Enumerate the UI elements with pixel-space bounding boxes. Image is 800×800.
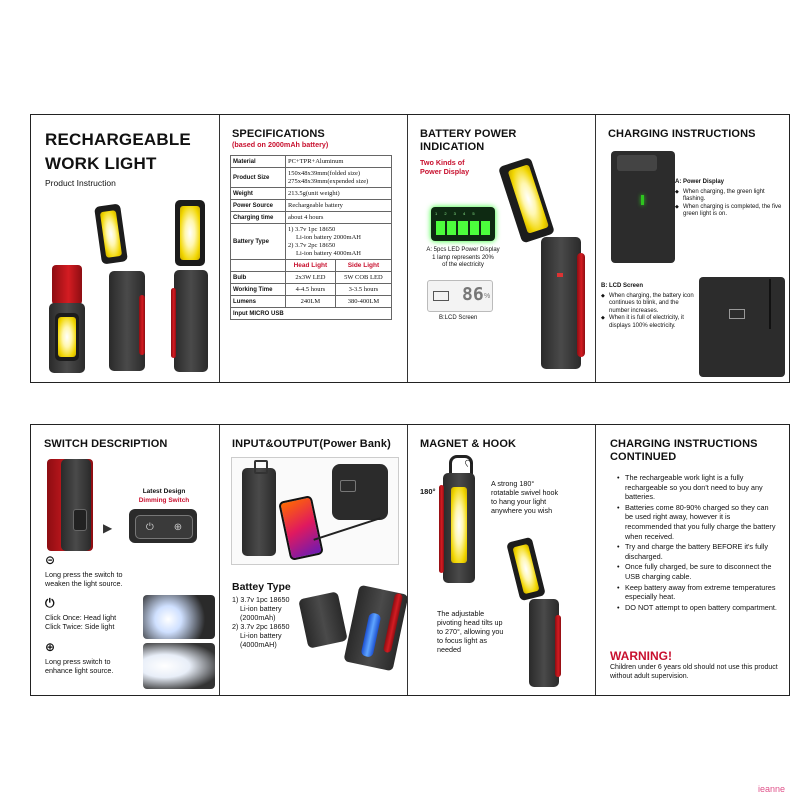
list-item: • The rechargeable work light is a fully rechargeable so you don't need to buy any batteries. — [625, 473, 777, 502]
head-light-photo — [143, 595, 215, 639]
warning-title: WARNING! — [610, 649, 672, 663]
list-item: • Try and charge the battery BEFORE it's fully discharged. — [625, 542, 777, 561]
charging-continued-title-line2: CONTINUED — [610, 451, 677, 463]
hook-description-line: A strong 180° — [491, 479, 535, 488]
list-item: ◆ When charging, the green light flashing. — [683, 189, 787, 204]
power-bank-image — [231, 457, 399, 565]
battery-type-line: Li-ion battery — [240, 604, 282, 613]
plus-instruction-line1: Long press switch to — [45, 657, 111, 666]
list-item: • Keep battery away from extreme temperatures especially heat. — [625, 583, 777, 602]
list-item: ◆ When charging, the battery icon continues to blink, and the number increases. — [609, 293, 697, 316]
panel-charging-instructions — [595, 115, 789, 382]
work-light-tilted-image — [95, 205, 145, 375]
bottom-sheet — [30, 424, 790, 696]
table-row: Input MICRO USB — [231, 308, 392, 320]
minus-circle-icon: ⊝ — [45, 553, 56, 567]
hook-description-line: to hang your light — [491, 497, 547, 506]
table-row: Product Size 150x48x39mm(folded size) 275x48x39mm(expended size) — [231, 168, 392, 188]
input-output-title: INPUT&OUTPUT(Power Bank) — [232, 438, 391, 450]
list-item: • DO NOT attempt to open battery compartment. — [625, 603, 777, 613]
list-item: ◆ When it is full of electricity, it displays 100% electricity. — [609, 315, 697, 330]
tilt-description-line: pivoting head tilts up — [437, 618, 503, 627]
minus-instruction-line2: weaken the light source. — [45, 579, 123, 588]
tilt-description-line: The adjustable — [437, 609, 485, 618]
product-title-line2: WORK LIGHT — [45, 154, 157, 173]
list-item: • Once fully charged, be sure to disconnect the USB charging cable. — [625, 562, 777, 581]
table-row: Working Time 4-4.5 hours 3-3.5 hours — [231, 284, 392, 296]
work-light-hook-image — [439, 455, 479, 585]
work-light-switch-image — [47, 459, 93, 551]
work-light-pivot-image — [507, 539, 577, 689]
battery-type-line: 1) 3.7v 1pc 18650 — [232, 595, 290, 604]
table-row: Head Light Side Light — [231, 260, 392, 272]
lcd-percentage: 86 — [462, 284, 484, 305]
watermark: ieanne — [758, 784, 786, 794]
product-title-line1: RECHARGEABLE — [45, 130, 191, 149]
work-light-battery-image — [517, 153, 587, 378]
magnet-icon: ∩ — [459, 453, 475, 471]
rotation-degree-label: 180° — [420, 487, 436, 496]
battery-compartment-image — [303, 589, 403, 669]
table-row: Weight 213.5g(unit weight) — [231, 188, 392, 200]
power-display-subtitle-line1: Two Kinds of — [420, 158, 465, 167]
table-row: Bulb 2x3W LED 5W COB LED — [231, 272, 392, 284]
specifications-title: SPECIFICATIONS — [232, 128, 325, 140]
list-item: • Batteries come 80-90% charged so they can be used right away, however it is recommended that you fully charge the battery when received. — [625, 503, 777, 541]
battery-type-line: 2) 3.7v 2pc 18650 — [232, 622, 290, 631]
led-caption-line2: 1 lamp represents 20% — [432, 254, 494, 261]
led-power-display-image: 1 2 3 4 5 — [431, 207, 495, 241]
specifications-table — [230, 155, 392, 320]
arrow-right-icon: ▶ — [103, 521, 113, 535]
tilt-description-line: to focus light as — [437, 636, 487, 645]
table-row: Charging time about 4 hours — [231, 212, 392, 224]
lcd-caption: B:LCD Screen — [439, 315, 478, 321]
magnet-hook-title: MAGNET & HOOK — [420, 438, 517, 450]
minus-instruction-line1: Long press the switch to — [45, 570, 123, 579]
specifications-subtitle: (based on 2000mAh battery) — [232, 140, 329, 149]
power-display-photo — [611, 151, 675, 263]
power-display-title: A: Power Display — [675, 179, 725, 185]
panel-charging-continued — [595, 425, 789, 695]
table-row: Lumens 240LM 380-400LM — [231, 296, 392, 308]
panel-input-output — [219, 425, 408, 695]
battery-icon — [433, 291, 449, 301]
battery-type-line: (2000mAh) — [240, 613, 276, 622]
dimming-switch-image — [129, 509, 197, 543]
table-row: Material PC+TPR+Aluminum — [231, 156, 392, 168]
lcd-screen-title: B: LCD Screen — [601, 283, 644, 289]
power-circle-icon: ⏻ — [45, 596, 55, 610]
battery-type-line: Li-ion battery — [240, 631, 282, 640]
tilt-description-line: to 270°, allowing you — [437, 627, 504, 636]
tilt-description-line: needed — [437, 645, 461, 654]
click-twice-text: Click Twice: Side light — [45, 622, 115, 631]
top-sheet — [30, 114, 790, 383]
list-item: ◆ When charging is completed, the five green light is on. — [683, 204, 787, 219]
latest-design-label: Latest Design — [142, 488, 186, 495]
panel-product-title — [31, 115, 220, 382]
battery-indication-title-line2: INDICATION — [420, 141, 485, 153]
led-caption-line1: A: 5pcs LED Power Display — [426, 247, 500, 253]
charging-instructions-title: CHARGING INSTRUCTIONS — [608, 128, 756, 140]
table-row: Power Source Rechargeable battery — [231, 200, 392, 212]
hook-description-line: anywhere you wish — [491, 506, 553, 515]
battery-indication-title-line1: BATTERY POWER — [420, 128, 517, 140]
side-light-photo — [143, 643, 215, 689]
panel-magnet-hook — [407, 425, 596, 695]
work-light-upright-image — [171, 200, 211, 375]
power-icon: ⏻ — [145, 521, 154, 533]
power-display-subtitle-line2: Power Display — [420, 167, 470, 176]
panel-battery-indication — [407, 115, 596, 382]
warning-text: Children under 6 years old should not use this product without adult supervision. — [610, 664, 778, 680]
charging-continued-title-line1: CHARGING INSTRUCTIONS — [610, 438, 758, 450]
panel-switch-description — [31, 425, 220, 695]
table-row: Battery Type 1) 3.7v 1pc 18650 Li-ion battery 2000mAH 2) 3.7v 2pc 18650 Li-ion battery 4000mAH — [231, 224, 392, 260]
phone-image — [278, 495, 324, 561]
lcd-screen-photo — [699, 277, 785, 377]
lcd-screen-image — [427, 280, 493, 312]
plus-instruction-line2: enhance light source. — [45, 666, 114, 675]
product-subtitle: Product Instruction — [45, 178, 116, 188]
click-once-text: Click Once: Head light — [45, 613, 117, 622]
battery-type-line: (4000mAH) — [240, 640, 277, 649]
panel-specifications — [219, 115, 408, 382]
plus-circle-icon: ⊕ — [45, 640, 56, 654]
lcd-percent-sign: % — [484, 293, 491, 300]
switch-description-title: SWITCH DESCRIPTION — [44, 438, 168, 450]
hook-description-line: rotatable swivel hook — [491, 488, 559, 497]
battery-type-title: Battey Type — [232, 581, 291, 593]
plus-icon: ⊕ — [173, 521, 183, 533]
work-light-folded-image — [49, 265, 85, 375]
led-caption-line3: of the electricity — [442, 262, 484, 268]
dimming-switch-label: Dimming Switch — [138, 497, 190, 504]
